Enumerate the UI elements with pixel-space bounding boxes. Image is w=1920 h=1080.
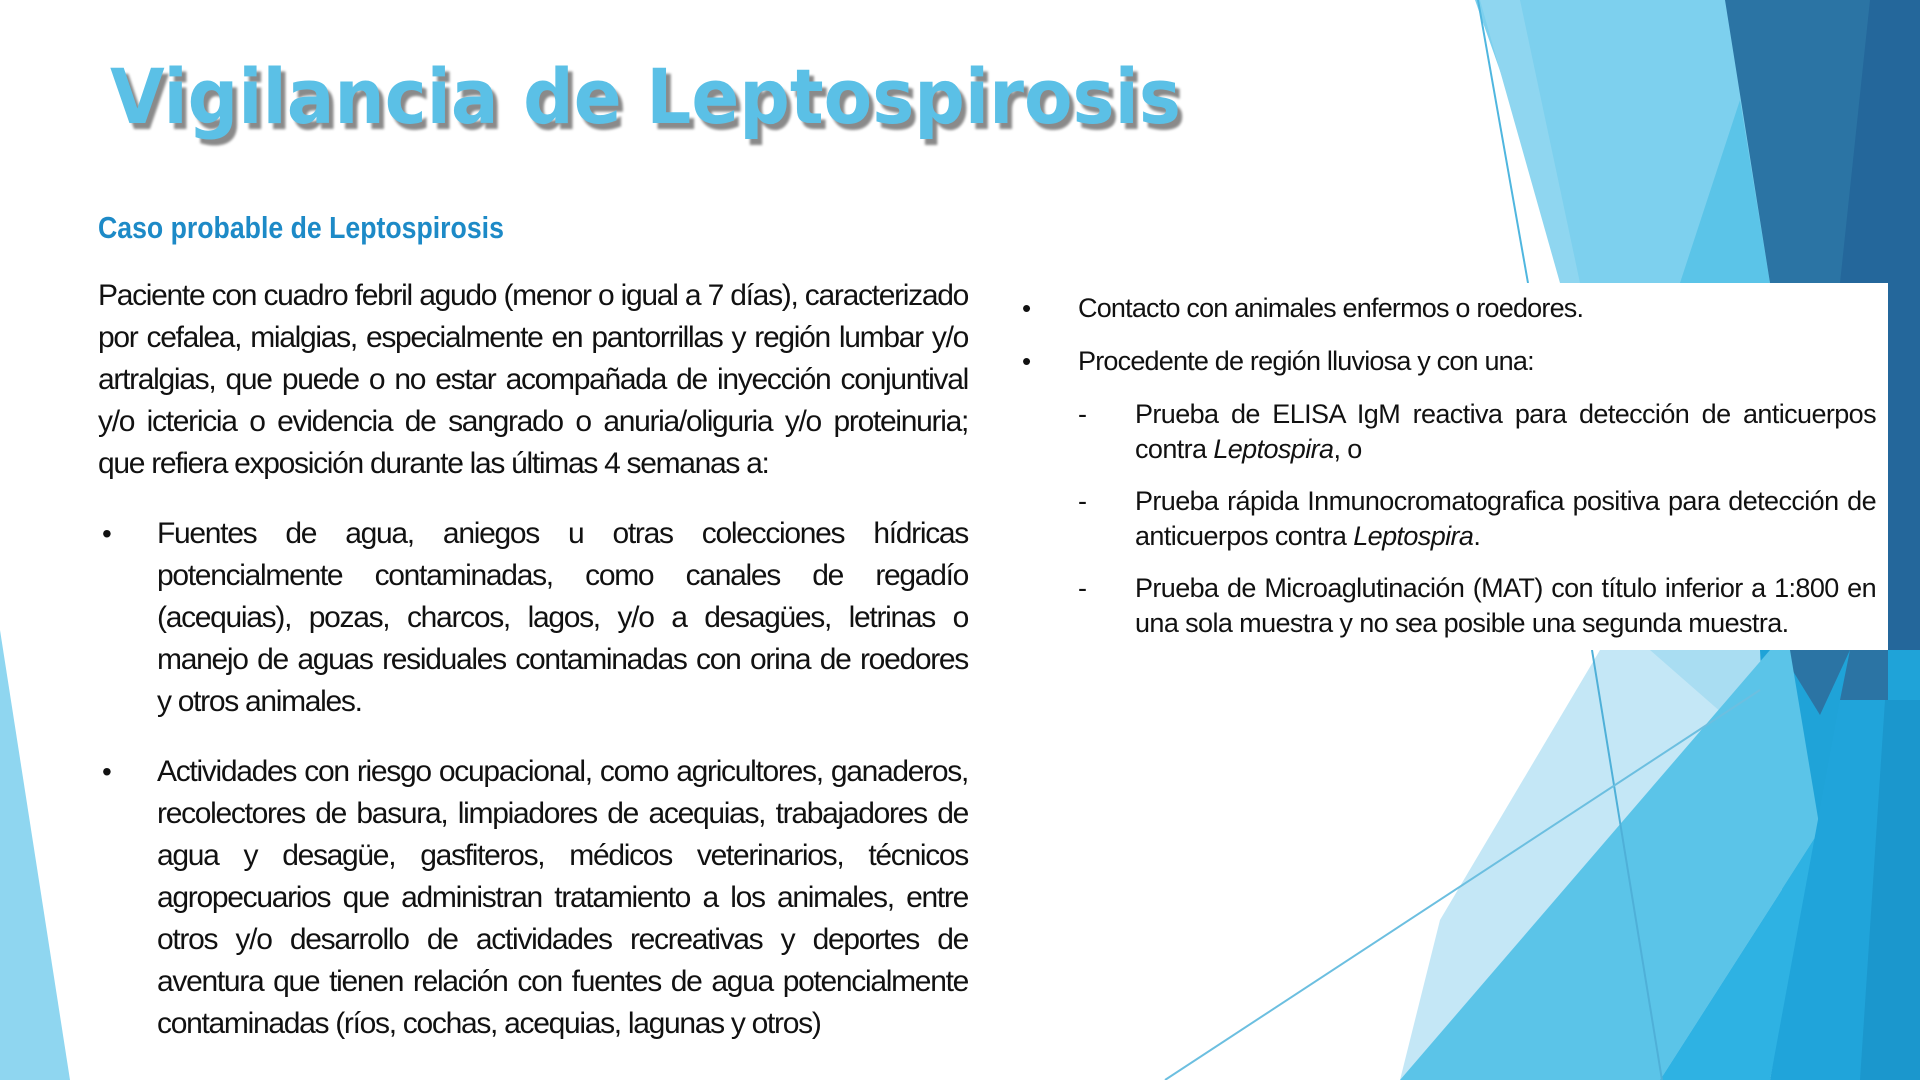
bullet-icon: •: [102, 518, 111, 549]
list-item-text: Procedente de región lluviosa y con una:: [1078, 346, 1534, 376]
sub-list-item: [1022, 397, 1876, 467]
bullet-icon: •: [102, 756, 111, 787]
sub-item-text: Prueba de Microaglutinación (MAT) con título inferior a 1:800 en una sola muestra y no sea posible una segunda muestra.: [1135, 573, 1876, 638]
bullet-icon: •: [1022, 293, 1031, 323]
sub-list-item: [1022, 484, 1876, 554]
list-item: [98, 513, 968, 723]
sub-item-text-end: .: [1473, 521, 1481, 551]
bullet-icon: •: [1022, 346, 1031, 376]
dash-icon: -: [1078, 573, 1087, 603]
list-item-text: Contacto con animales enfermos o roedores.: [1078, 293, 1584, 323]
sub-list-item: [1022, 571, 1876, 641]
right-column: [1022, 291, 1876, 658]
left-column: [98, 275, 968, 1073]
organism-name: Leptospira: [1213, 434, 1334, 464]
right-content-box: [1000, 283, 1888, 650]
organism-name: Leptospira: [1353, 521, 1474, 551]
list-item-text: Fuentes de agua, aniegos u otras colecciones hídricas potencialmente contaminadas, como canales de regadío (acequias), pozas, charcos, lagos, y/o a desagües, letrinas o manejo de aguas residuales contaminadas con orina de roedores y otros animales.: [157, 517, 968, 718]
sub-item-text: Prueba de ELISA IgM reactiva para detección de anticuerpos contra: [1135, 399, 1876, 464]
slide-title: Vigilancia de Leptospirosis: [110, 52, 1181, 141]
exposure-list: [98, 513, 968, 1045]
list-item: [98, 751, 968, 1045]
intro-paragraph: Paciente con cuadro febril agudo (menor o igual a 7 días), caracterizado por cefalea, mialgias, especialmente en pantorrillas y región lumbar y/o artralgias, que puede o no estar acompañada de inyección conjuntival y/o ictericia o evidencia de sangrado o anuria/oliguria y/o proteinuria; que refiera exposición durante las últimas 4 semanas a:: [98, 279, 968, 480]
dash-icon: -: [1078, 399, 1087, 429]
list-item-text: Actividades con riesgo ocupacional, como agricultores, ganaderos, recolectores de basura, limpiadores de acequias, trabajadores de agua y desagüe, gasfiteros, médicos veterinarios, técnicos agropecuarios que administran tratamiento a los animales, entre otros y/o desarrollo de actividades recreativas y deportes de aventura que tienen relación con fuentes de agua potencialmente contaminadas (ríos, cochas, acequias, lagunas y otros): [157, 755, 968, 1040]
section-heading: Caso probable de Leptospirosis: [98, 210, 504, 245]
list-item: [1022, 344, 1876, 379]
dash-icon: -: [1078, 486, 1087, 516]
sub-item-text: Prueba rápida Inmunocromatografica positiva para detección de anticuerpos contra: [1135, 486, 1876, 551]
sub-item-text-end: , o: [1333, 434, 1362, 464]
list-item: [1022, 291, 1876, 326]
